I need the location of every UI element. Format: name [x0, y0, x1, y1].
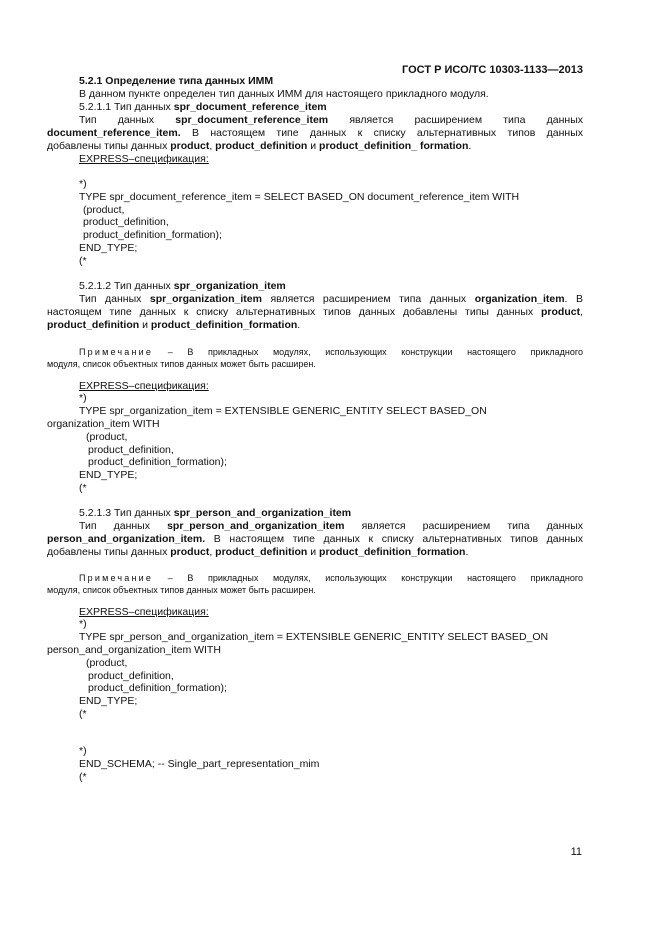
- paragraph-line: document_reference_item. В настоящем типе данных к списку альтернативных типов данных: [47, 127, 584, 139]
- subsection-heading: 5.2.1.3 Тип данных spr_person_and_organization_item: [79, 507, 352, 519]
- code-line: product_definition,: [83, 216, 169, 228]
- express-label: EXPRESS–спецификация:: [79, 606, 209, 618]
- code-line: END_SCHEMA; -- Single_part_representation_mim: [79, 758, 320, 770]
- code-line: *): [79, 745, 87, 757]
- code-line: TYPE spr_document_reference_item = SELECT BASED_ON document_reference_item WITH: [79, 191, 520, 203]
- code-line: (*: [79, 771, 87, 783]
- code-line: END_TYPE;: [79, 469, 138, 481]
- subsection-heading: 5.2.1.2 Тип данных spr_organization_item: [79, 280, 286, 292]
- section-intro: В данном пункте определен тип данных ИММ для настоящего прикладного модуля.: [79, 88, 489, 100]
- paragraph-line: product_definition и product_definition_formation.: [47, 319, 301, 331]
- code-line: (*: [79, 482, 87, 494]
- code-line: TYPE spr_person_and_organization_item = EXTENSIBLE GENERIC_ENTITY SELECT BASED_ON: [79, 631, 549, 643]
- note-label: Примечание: [79, 347, 154, 357]
- document-standard-header: ГОСТ Р ИСО/ТС 10303-1133—2013: [402, 64, 583, 76]
- code-line: organization_item WITH: [47, 418, 160, 430]
- code-line: END_TYPE;: [79, 242, 138, 254]
- code-line: (*: [79, 255, 87, 267]
- note-label: Примечание: [79, 573, 154, 583]
- code-line: *): [79, 392, 87, 404]
- express-label: EXPRESS–спецификация:: [79, 380, 209, 392]
- code-line: TYPE spr_organization_item = EXTENSIBLE GENERIC_ENTITY SELECT BASED_ON: [79, 405, 487, 417]
- note-line: модуля, список объектных типов данных может быть расширен.: [47, 585, 316, 595]
- code-line: END_TYPE;: [79, 695, 138, 707]
- code-line: product_definition_formation);: [83, 229, 222, 241]
- code-line: product_definition_formation);: [88, 682, 227, 694]
- paragraph-line: Тип данных spr_person_and_organization_item является расширением типа данных: [79, 520, 584, 532]
- paragraph-line: person_and_organization_item. В настоящем типе данных к списку альтернативных типов данных: [47, 533, 584, 545]
- code-line: *): [79, 178, 87, 190]
- code-line: person_and_organization_item WITH: [47, 644, 221, 656]
- note-line: Примечание – В прикладных модулях, использующих конструкции настоящего прикладного: [79, 347, 583, 357]
- subsection-heading: 5.2.1.1 Тип данных spr_document_reference_item: [79, 101, 327, 113]
- paragraph-line: настоящем типе данных к списку альтернативных типов данных добавлены типы данных product,: [47, 306, 583, 318]
- code-line: product_definition,: [88, 444, 174, 456]
- code-line: product_definition_formation);: [88, 456, 227, 468]
- code-line: (product,: [86, 431, 128, 443]
- paragraph-line: добавлены типы данных product, product_definition и product_definition_ formation.: [47, 140, 472, 152]
- code-line: (product,: [86, 657, 128, 669]
- paragraph-line: Тип данных spr_organization_item является расширением типа данных organization_item. В: [79, 293, 583, 305]
- note-line: Примечание – В прикладных модулях, использующих конструкции настоящего прикладного: [79, 573, 583, 583]
- code-line: (*: [79, 708, 87, 720]
- section-heading: 5.2.1 Определение типа данных ИММ: [79, 75, 274, 87]
- code-line: product_definition,: [88, 670, 174, 682]
- note-line: модуля, список объектных типов данных может быть расширен.: [47, 359, 316, 369]
- page-number: 11: [570, 846, 582, 858]
- code-line: (product,: [83, 204, 125, 216]
- paragraph-line: Тип данных spr_document_reference_item является расширением типа данных: [79, 114, 583, 126]
- code-line: *): [79, 618, 87, 630]
- express-label: EXPRESS–спецификация:: [79, 153, 209, 165]
- paragraph-line: добавлены типы данных product, product_definition и product_definition_formation.: [47, 546, 469, 558]
